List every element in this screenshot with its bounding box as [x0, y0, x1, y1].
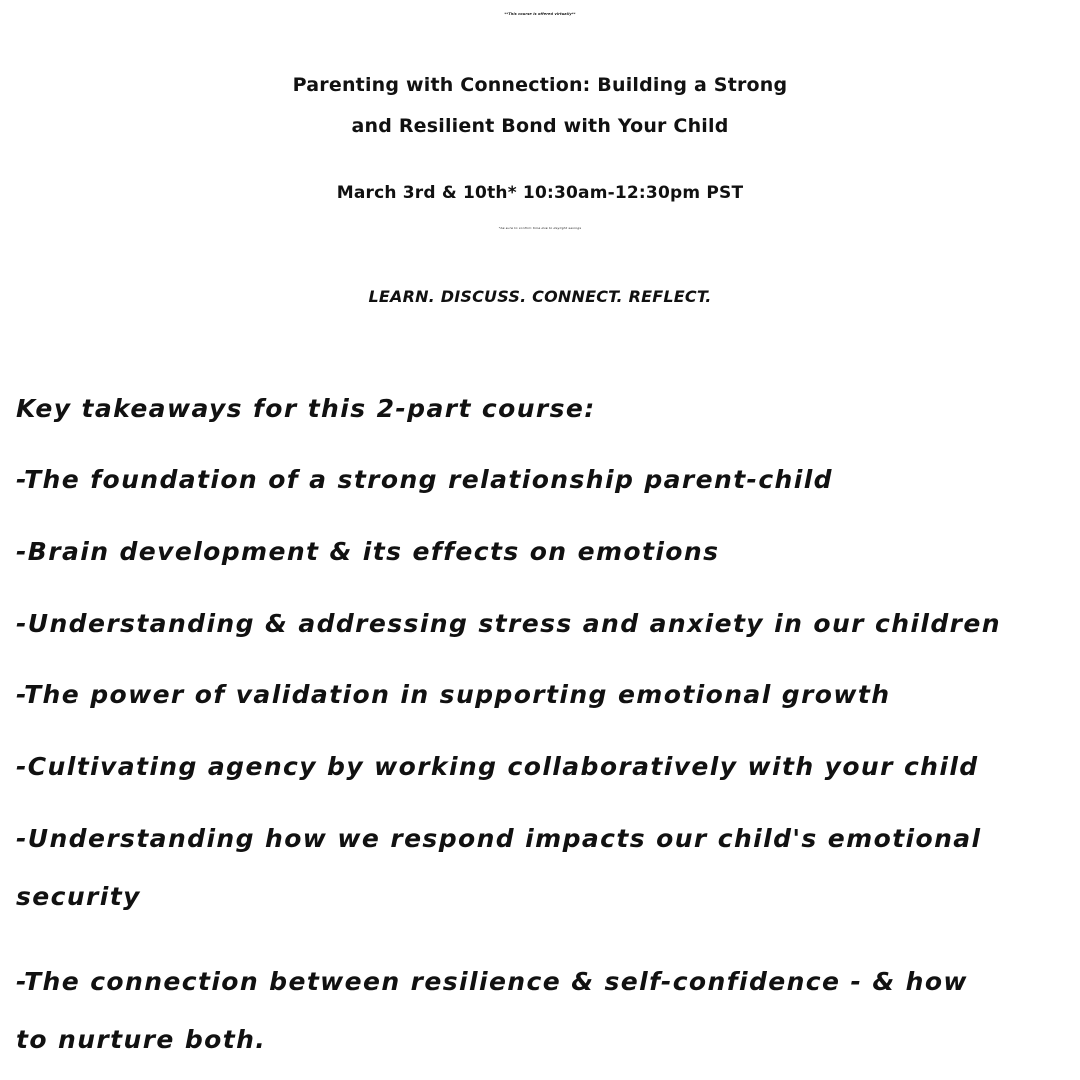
takeaway-item-continuation: to nurture both.	[16, 1025, 267, 1054]
takeaway-item: -The connection between resilience & self-confidence - & how	[16, 967, 968, 996]
course-title-line-2: and Resilient Bond with Your Child	[351, 115, 729, 137]
virtual-course-note: **This course is offered virtually**	[504, 12, 576, 16]
takeaways-heading: Key takeaways for this 2-part course:	[16, 394, 596, 423]
takeaway-item: -Brain development & its effects on emotions	[16, 537, 720, 566]
takeaway-item: -Understanding & addressing stress and anxiety in our children	[16, 609, 1001, 638]
course-dates: March 3rd & 10th* 10:30am-12:30pm PST	[336, 183, 744, 203]
takeaway-item: -Understanding how we respond impacts our child's emotional	[16, 824, 982, 853]
takeaway-item: -The foundation of a strong relationship parent-child	[16, 465, 833, 494]
takeaway-item: -Cultivating agency by working collaboratively with your child	[16, 752, 979, 781]
course-tagline: LEARN. DISCUSS. CONNECT. REFLECT.	[368, 287, 712, 306]
course-title-line-1: Parenting with Connection: Building a Strong	[292, 74, 788, 96]
takeaway-item-continuation: security	[16, 882, 141, 911]
takeaway-item: -The power of validation in supporting emotional growth	[16, 680, 891, 709]
daylight-savings-note: *be sure to confirm time due to daylight savings	[498, 226, 582, 230]
